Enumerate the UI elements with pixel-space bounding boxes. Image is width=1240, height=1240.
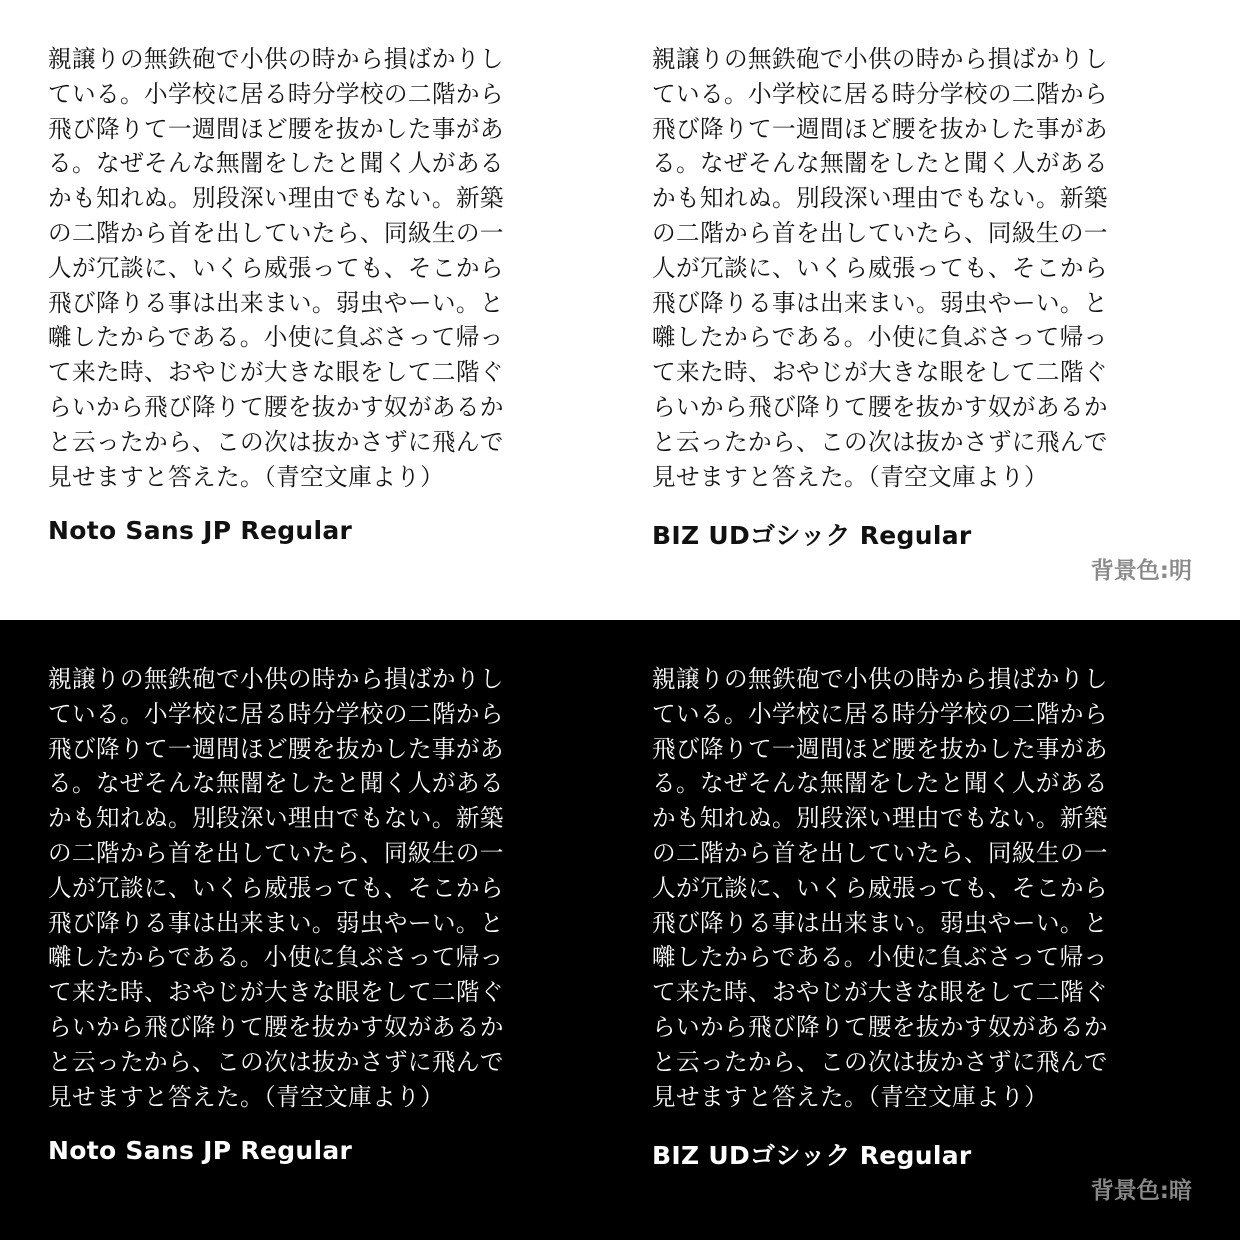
sample-line: 飛び降りる事は出来まい。弱虫やーい。と [48,908,504,937]
sample-line: 飛び降りる事は出来まい。弱虫やーい。と [652,908,1108,937]
sample-line: 飛び降りて一週間ほど腰を抜かした事があ [48,734,504,763]
font-name-label: BIZ UDゴシック Regular [652,1141,972,1170]
sample-line: る。なぜそんな無闇をしたと聞く人がある [652,149,1108,178]
sample-line: て来た時、おやじが大きな眼をして二階ぐ [48,978,504,1007]
sample-line: と云ったから、この次は抜かさずに飛んで [652,427,1108,456]
sample-line: 囃したからである。小使に負ぶさって帰っ [48,323,504,352]
sample-line: 見せますと答えた。（青空文庫より） [48,1082,445,1111]
sample-line: ている。小学校に居る時分学校の二階から [652,699,1108,728]
sample-line: る。なぜそんな無闇をしたと聞く人がある [48,769,504,798]
sample-line: ている。小学校に居る時分学校の二階から [48,79,504,108]
sample-line: 囃したからである。小使に負ぶさって帰っ [652,323,1108,352]
sample-line: 囃したからである。小使に負ぶさって帰っ [652,943,1108,972]
sample-line: 親譲りの無鉄砲で小供の時から損ばかりし [652,45,1108,73]
sample-line: かも知れぬ。別段深い理由でもない。新築 [48,804,504,833]
sample-line: らいから飛び降りて腰を抜かす奴があるか [652,1012,1108,1041]
sample-line: る。なぜそんな無闇をしたと聞く人がある [652,769,1108,798]
sample-line: て来た時、おやじが大きな眼をして二階ぐ [652,978,1108,1007]
sample-text-block [652,662,1197,1114]
sample-line: て来た時、おやじが大きな眼をして二階ぐ [48,358,504,387]
dark-background-panel [0,620,1240,1240]
sample-text-block [652,42,1197,494]
sample-line: 親譲りの無鉄砲で小供の時から損ばかりし [652,665,1108,693]
sample-line: らいから飛び降りて腰を抜かす奴があるか [652,392,1108,421]
sample-line: と云ったから、この次は抜かさずに飛んで [48,1047,504,1076]
sample-line: の二階から首を出していたら、同級生の一 [652,838,1108,867]
sample-line: 親譲りの無鉄砲で小供の時から損ばかりし [48,665,504,693]
sample-line: て来た時、おやじが大きな眼をして二階ぐ [652,358,1108,387]
font-name-label: BIZ UDゴシック Regular [652,521,972,550]
font-name-label: Noto Sans JP Regular [48,516,353,545]
sample-line: 飛び降りて一週間ほど腰を抜かした事があ [652,114,1108,143]
sample-line: の二階から首を出していたら、同級生の一 [48,838,504,867]
sample-line: 見せますと答えた。（青空文庫より） [652,1082,1049,1111]
sample-text-block [48,662,593,1114]
background-mode-label: 背景色:暗 [1090,1178,1192,1204]
sample-line: 見せますと答えた。（青空文庫より） [48,462,445,491]
sample-line: る。なぜそんな無闇をしたと聞く人がある [48,149,504,178]
sample-line: の二階から首を出していたら、同級生の一 [652,218,1108,247]
biz-ud-gothic-sample-dark [652,662,1197,1170]
sample-line: 人が冗談に、いくら威張っても、そこから [48,253,504,282]
sample-line: 囃したからである。小使に負ぶさって帰っ [48,943,504,972]
sample-line: 人が冗談に、いくら威張っても、そこから [48,873,504,902]
noto-sans-sample-dark [48,662,593,1165]
sample-line: かも知れぬ。別段深い理由でもない。新築 [48,184,504,213]
sample-line: らいから飛び降りて腰を抜かす奴があるか [48,1012,504,1041]
font-name-label: Noto Sans JP Regular [48,1136,353,1165]
sample-line: と云ったから、この次は抜かさずに飛んで [652,1047,1108,1076]
sample-line: 飛び降りる事は出来まい。弱虫やーい。と [652,288,1108,317]
sample-line: 飛び降りて一週間ほど腰を抜かした事があ [652,734,1108,763]
background-mode-label: 背景色:明 [1090,558,1192,584]
sample-line: 人が冗談に、いくら威張っても、そこから [652,253,1108,282]
sample-line: 飛び降りて一週間ほど腰を抜かした事があ [48,114,504,143]
sample-text-block [48,42,593,494]
sample-line: かも知れぬ。別段深い理由でもない。新築 [652,804,1108,833]
sample-line: 人が冗談に、いくら威張っても、そこから [652,873,1108,902]
biz-ud-gothic-sample-light [652,42,1197,550]
sample-line: ている。小学校に居る時分学校の二階から [48,699,504,728]
sample-line: 見せますと答えた。（青空文庫より） [652,462,1049,491]
sample-line: と云ったから、この次は抜かさずに飛んで [48,427,504,456]
sample-line: 飛び降りる事は出来まい。弱虫やーい。と [48,288,504,317]
noto-sans-sample-light [48,42,593,545]
sample-line: らいから飛び降りて腰を抜かす奴があるか [48,392,504,421]
sample-line: かも知れぬ。別段深い理由でもない。新築 [652,184,1108,213]
sample-line: 親譲りの無鉄砲で小供の時から損ばかりし [48,45,504,73]
sample-line: の二階から首を出していたら、同級生の一 [48,218,504,247]
sample-line: ている。小学校に居る時分学校の二階から [652,79,1108,108]
